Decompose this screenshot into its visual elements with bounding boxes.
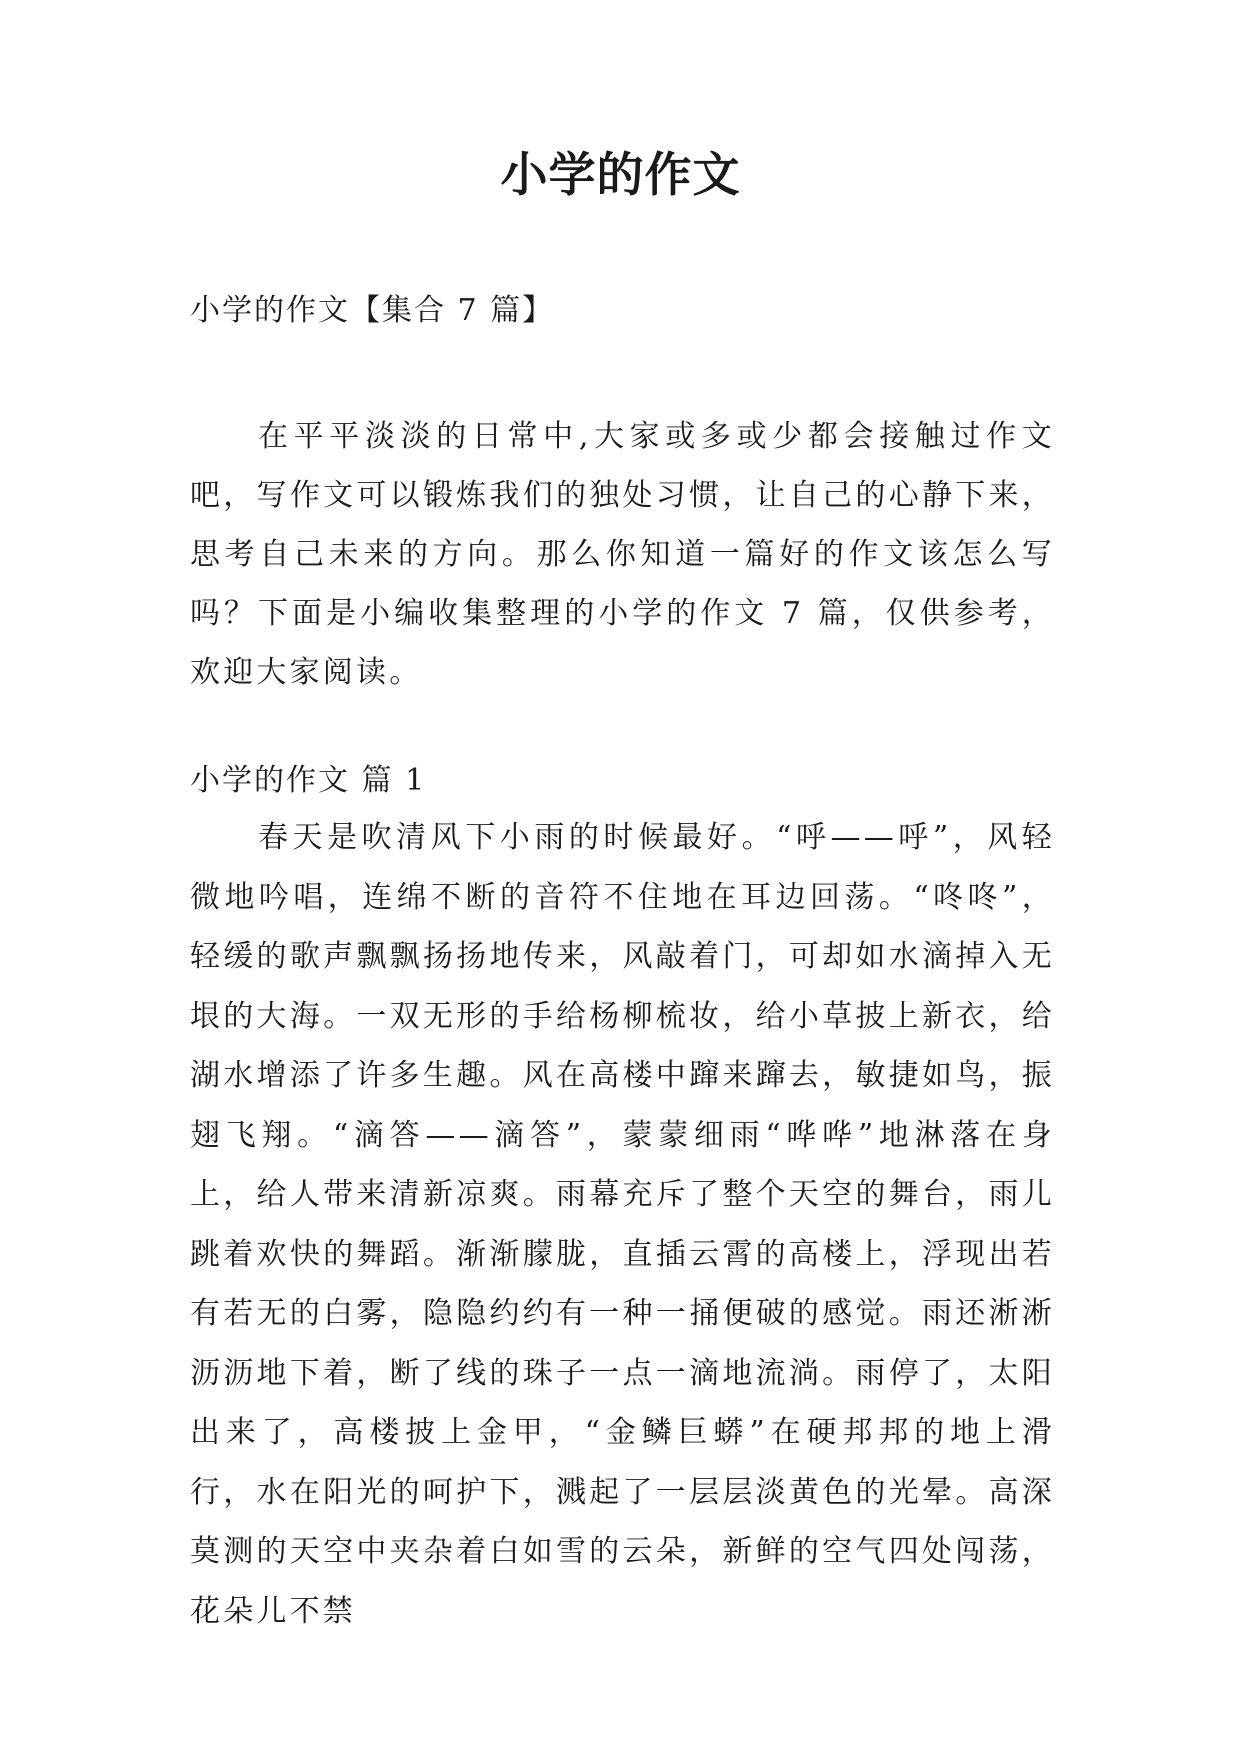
section-heading: 小学的作文 篇 1 — [190, 763, 427, 798]
section-body: 春天是吹清风下小雨的时候最好。“呼——呼”，风轻微地吟唱，连绵不断的音符不住地在耳边回荡。“咚咚”，轻缓的歌声飘飘扬扬地传来，风敲着门，可却如水滴掉入无垠的大海。一双无形的手给杨柳梳妆，给小草披上新衣，给湖水增添了许多生趣。风在高楼中蹿来蹿去，敏捷如鸟，振翅飞翔。“滴答——滴答”，蒙蒙细雨“哗哗”地淋落在身上，给人带来清新凉爽。雨幕充斥了整个天空的舞台，雨儿跳着欢快的舞蹈。渐渐朦胧，直插云霄的高楼上，浮现出若有若无的白雾，隐隐约约有一种一捅便破的感觉。雨还淅淅沥沥地下着，断了线的珠子一点一滴地流淌。雨停了，太阳出来了，高楼披上金甲，“金鳞巨蟒”在硬邦邦的地上滑行，水在阳光的呵护下，溅起了一层层淡黄色的光晕。高深莫测的天空中夹杂着白如雪的云朵，新鲜的空气四处闯荡，花朵儿不禁 — [190, 820, 1055, 1629]
document-title: 小学的作文 — [500, 148, 741, 203]
intro-paragraph: 在平平淡淡的日常中,大家或多或少都会接触过作文吧，写作文可以锻炼我们的独处习惯，让自己的心静下来，思考自己未来的方向。那么你知道一篇好的作文该怎么写吗？下面是小编收集整理的小学的作文 7 篇，仅供参考，欢迎大家阅读。 — [190, 419, 1055, 690]
document-subtitle: 小学的作文【集合 7 篇】 — [190, 293, 555, 328]
